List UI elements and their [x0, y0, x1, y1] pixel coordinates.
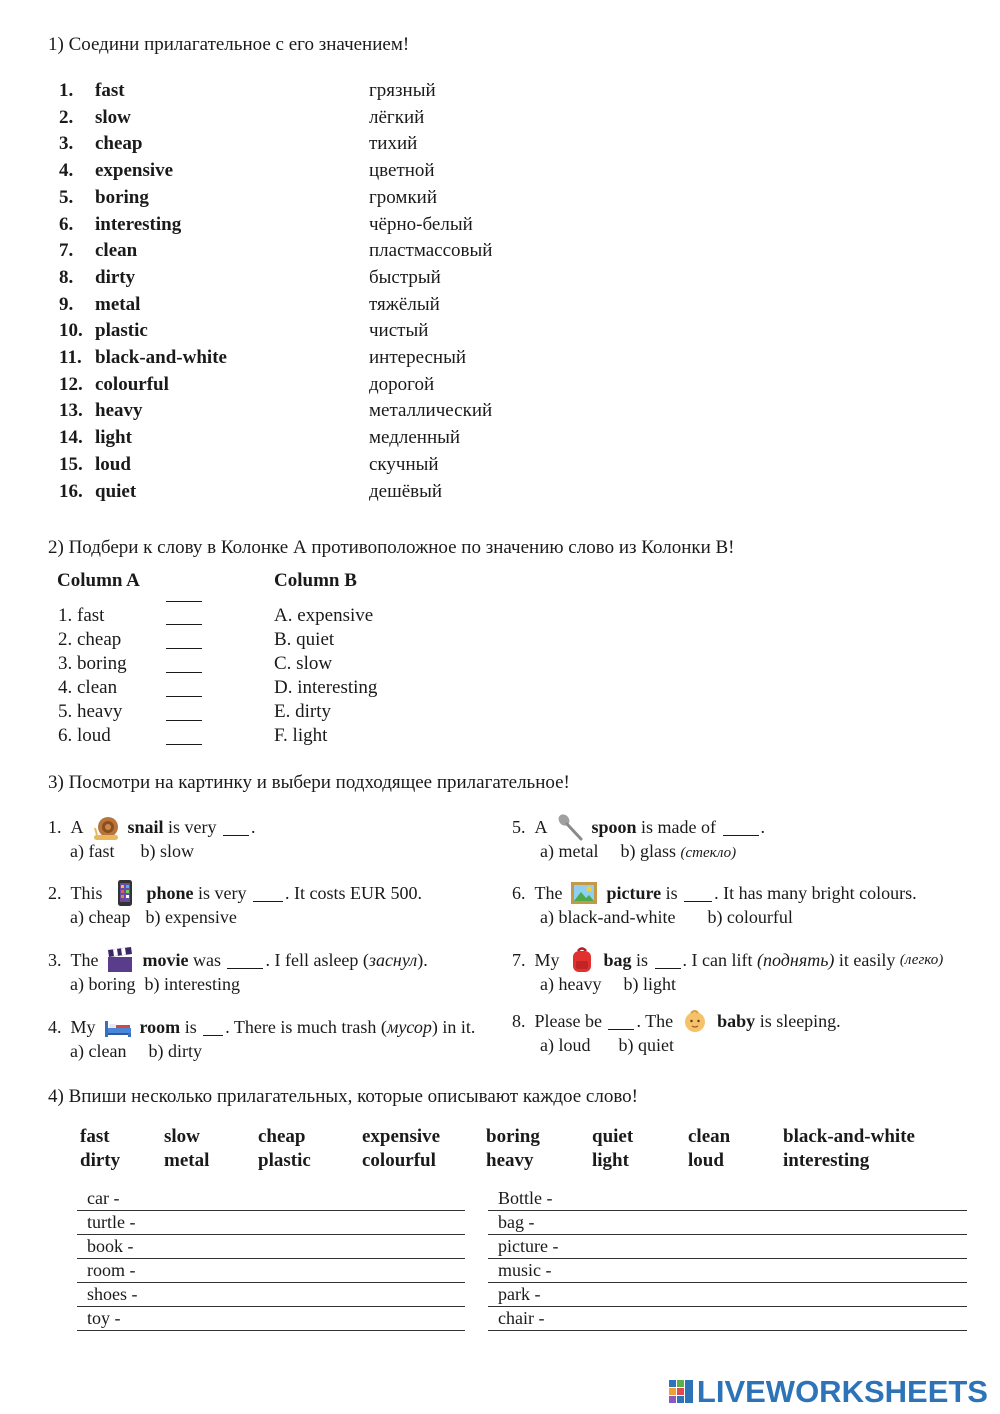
question-2: 2. This phone is very . It costs EUR 500. a) cheap b) expensive	[48, 878, 422, 928]
column-b-word: F. light	[274, 725, 328, 746]
prompt-word: shoes -	[87, 1284, 138, 1304]
option-b[interactable]: b) glass	[620, 841, 676, 861]
item-number: 16.	[59, 480, 83, 502]
item-number: 7.	[59, 240, 74, 262]
backpack-icon	[568, 946, 596, 974]
question-7: 7. My bag is . I can lift (поднять) it easily (легко) a) heavy b) light	[512, 945, 943, 995]
option-b[interactable]: b) quiet	[618, 1035, 674, 1055]
option-b[interactable]: b) dirty	[148, 1041, 202, 1061]
item-number: 15.	[59, 453, 83, 475]
answer-blank[interactable]	[166, 696, 202, 697]
prompt-word: turtle -	[87, 1212, 136, 1232]
prompt-word: Bottle -	[498, 1188, 553, 1208]
writing-line[interactable]	[488, 1210, 967, 1235]
russian-word[interactable]: быстрый	[369, 266, 441, 288]
snail-icon	[92, 813, 120, 841]
writing-line[interactable]	[77, 1306, 465, 1331]
item-number: 11.	[59, 347, 82, 368]
option-a[interactable]: a) boring	[70, 974, 136, 994]
column-b-word: D. interesting	[274, 677, 378, 698]
russian-word[interactable]: цветной	[369, 160, 435, 182]
russian-word[interactable]: дорогой	[369, 373, 435, 395]
column-a-word: 5. heavy	[58, 701, 123, 722]
english-word[interactable]: plastic	[95, 320, 148, 342]
column-a-word: 2. cheap	[58, 629, 122, 650]
writing-line[interactable]	[77, 1234, 465, 1259]
answer-blank[interactable]	[166, 601, 202, 602]
option-a[interactable]: a) loud	[540, 1035, 591, 1055]
russian-word[interactable]: дешёвый	[369, 480, 443, 502]
item-number: 8.	[59, 266, 74, 288]
prompt-word: car -	[87, 1188, 120, 1208]
spoon-icon	[556, 813, 584, 841]
item-number: 3.	[59, 133, 74, 155]
writing-line[interactable]	[488, 1258, 967, 1283]
russian-word[interactable]: громкий	[369, 186, 438, 208]
column-b-word: A. expensive	[274, 605, 374, 626]
writing-line[interactable]	[77, 1210, 465, 1235]
option-a[interactable]: a) black-and-white	[540, 907, 676, 927]
writing-line[interactable]	[488, 1234, 967, 1259]
column-a-header: Column A	[57, 570, 140, 591]
russian-word[interactable]: тихий	[369, 133, 418, 155]
section2-heading: 2) Подбери к слову в Колонке А противоположное по значению слово из Колонки В!	[48, 537, 735, 558]
russian-word[interactable]: грязный	[369, 80, 436, 101]
russian-word[interactable]: медленный	[369, 427, 461, 449]
option-a[interactable]: a) heavy	[540, 974, 602, 994]
option-a[interactable]: a) clean	[70, 1041, 127, 1061]
item-number: 4.	[59, 160, 74, 182]
english-word[interactable]: fast	[95, 80, 125, 101]
column-b-word: E. dirty	[274, 701, 331, 722]
option-b[interactable]: b) expensive	[145, 907, 237, 927]
answer-blank[interactable]	[166, 624, 202, 625]
english-word[interactable]: heavy	[95, 400, 143, 422]
answer-blank[interactable]	[684, 885, 712, 902]
section1-heading: 1) Соедини прилагательное с его значением!	[48, 34, 410, 55]
section4-heading: 4) Впиши несколько прилагательных, которые описывают каждое слово!	[48, 1086, 638, 1107]
russian-word[interactable]: скучный	[369, 453, 439, 475]
word-bank-item: plastic	[258, 1150, 311, 1171]
writing-line[interactable]	[77, 1282, 465, 1307]
item-number: 6.	[59, 213, 74, 235]
word-bank-item: dirty	[80, 1150, 121, 1171]
word-bank-item: quiet	[592, 1126, 634, 1147]
item-number: 5.	[59, 186, 74, 208]
english-word[interactable]: metal	[95, 293, 141, 315]
word-bank-item: loud	[688, 1150, 724, 1171]
answer-blank[interactable]	[166, 672, 202, 673]
russian-word[interactable]: лёгкий	[369, 106, 425, 128]
word-bank-item: cheap	[258, 1126, 306, 1147]
logo-text: LIVEWORKSHEETS	[696, 1374, 988, 1409]
answer-blank[interactable]	[227, 952, 263, 969]
prompt-word: chair -	[498, 1308, 545, 1328]
column-b-word: C. slow	[274, 653, 333, 674]
english-word[interactable]: light	[95, 427, 132, 449]
phone-icon	[111, 879, 139, 907]
prompt-word: park -	[498, 1284, 541, 1304]
picture-icon	[570, 879, 598, 907]
word-bank-item: metal	[164, 1150, 210, 1171]
liveworksheets-logo	[669, 1374, 988, 1410]
writing-line[interactable]	[488, 1282, 967, 1307]
english-word[interactable]: dirty	[95, 266, 136, 288]
russian-word[interactable]: интересный	[369, 347, 467, 368]
prompt-word: music -	[498, 1260, 552, 1280]
prompt-word: bag -	[498, 1212, 535, 1232]
item-number: 1.	[59, 80, 74, 101]
column-b-header: Column B	[274, 570, 357, 591]
column-a-word: 6. loud	[58, 725, 111, 746]
russian-word[interactable]: чёрно-белый	[369, 213, 473, 235]
russian-word[interactable]: пластмассовый	[369, 240, 493, 262]
baby-icon	[681, 1007, 709, 1035]
english-word[interactable]: expensive	[95, 160, 174, 182]
english-word[interactable]: cheap	[95, 133, 143, 155]
question-1: 1. A snail is very . a) fast b) slow	[48, 812, 256, 862]
answer-blank[interactable]	[723, 819, 759, 836]
option-a[interactable]: a) metal	[540, 841, 599, 861]
bed-icon	[104, 1013, 132, 1041]
question-5: 5. A spoon is made of . a) metal b) glass (стекло)	[512, 812, 765, 862]
column-a-word: 4. clean	[58, 677, 118, 698]
column-a-word: 3. boring	[58, 653, 127, 674]
answer-blank[interactable]	[223, 819, 249, 836]
english-word[interactable]: quiet	[95, 480, 137, 502]
option-b[interactable]: b) interesting	[144, 974, 240, 994]
prompt-word: book -	[87, 1236, 134, 1256]
english-word[interactable]: loud	[95, 453, 131, 475]
english-word[interactable]: interesting	[95, 213, 182, 235]
option-a[interactable]: a) fast	[70, 841, 115, 861]
writing-line[interactable]	[77, 1186, 465, 1211]
word-bank-item: interesting	[783, 1150, 870, 1171]
writing-line[interactable]	[488, 1186, 967, 1211]
liveworksheets-logo-icon	[669, 1380, 695, 1404]
question-3: 3. The movie was . I fell asleep ( заснул ). a) boring b) interesting	[48, 945, 428, 995]
option-a[interactable]: a) cheap	[70, 907, 131, 927]
answer-blank[interactable]	[166, 648, 202, 649]
word-bank-item: heavy	[486, 1150, 534, 1171]
word-bank-item: light	[592, 1150, 629, 1171]
item-number: 14.	[59, 427, 83, 449]
answer-blank[interactable]	[203, 1019, 223, 1036]
russian-word[interactable]: металлический	[369, 400, 493, 422]
prompt-word: picture -	[498, 1236, 559, 1256]
word-bank-item: boring	[486, 1126, 540, 1147]
word-bank-item: colourful	[362, 1150, 436, 1171]
column-b-word: B. quiet	[274, 629, 335, 650]
english-word[interactable]: colourful	[95, 373, 169, 395]
item-number: 10.	[59, 320, 83, 342]
section3-heading: 3) Посмотри на картинку и выбери подходящее прилагательное!	[48, 772, 570, 793]
prompt-word: toy -	[87, 1308, 121, 1328]
question-8: 8. Please be . The baby is sleeping. a) loud b) quiet	[512, 1006, 841, 1056]
option-b[interactable]: b) light	[623, 974, 676, 994]
item-number: 13.	[59, 400, 83, 422]
question-4: 4. My room is . There is much trash ( мусор ) in it. a) clean b) dirty	[48, 1012, 475, 1062]
clapper-icon	[106, 946, 134, 974]
answer-blank[interactable]	[166, 720, 202, 721]
word-bank-item: clean	[688, 1126, 731, 1147]
english-word[interactable]: slow	[95, 106, 131, 128]
option-b[interactable]: b) slow	[140, 841, 194, 861]
item-number: 2.	[59, 106, 74, 128]
word-bank-item: fast	[80, 1126, 110, 1147]
russian-word[interactable]: чистый	[369, 320, 429, 342]
column-a-word: 1. fast	[58, 605, 105, 626]
word-bank-item: expensive	[362, 1126, 441, 1147]
writing-line[interactable]	[488, 1306, 967, 1331]
option-b[interactable]: b) colourful	[707, 907, 793, 927]
english-word[interactable]: boring	[95, 186, 149, 208]
answer-blank[interactable]	[608, 1013, 634, 1030]
answer-blank[interactable]	[655, 952, 681, 969]
english-word[interactable]: black-and-white	[95, 347, 227, 368]
word-bank-item: slow	[164, 1126, 200, 1147]
question-6: 6. The picture is . It has many bright colours. a) black-and-white b) colourful	[512, 878, 917, 928]
item-number: 12.	[59, 373, 83, 395]
writing-line[interactable]	[77, 1258, 465, 1283]
word-bank-item: black-and-white	[783, 1126, 915, 1147]
item-number: 9.	[59, 293, 74, 315]
prompt-word: room -	[87, 1260, 136, 1280]
answer-blank[interactable]	[166, 744, 202, 745]
russian-word[interactable]: тяжёлый	[369, 293, 440, 315]
english-word[interactable]: clean	[95, 240, 138, 262]
answer-blank[interactable]	[253, 885, 283, 902]
